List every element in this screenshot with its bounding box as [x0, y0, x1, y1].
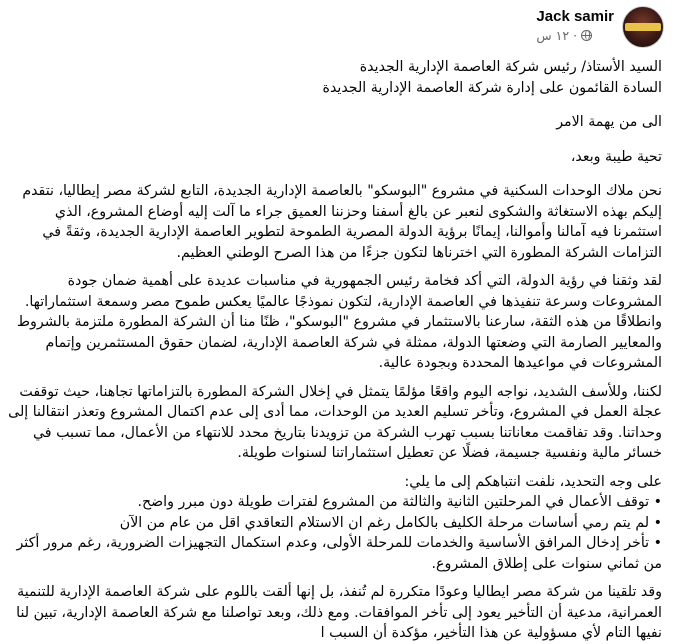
greeting-line-1: السيد الأستاذ/ رئيس شركة العاصمة الإدارية الجديدة [359, 59, 662, 75]
avatar[interactable] [622, 6, 664, 48]
post-time[interactable]: ١٢ س [536, 28, 570, 43]
post-meta [536, 6, 614, 43]
separator-dot: · [573, 28, 578, 43]
greeting-line-2: السادة القائمون على إدارة شركة العاصمة الإدارية الجديدة [322, 79, 662, 96]
issues-list [8, 492, 662, 574]
paragraph-5: وقد تلقينا من شركة مصر ايطاليا وعودًا متكررة لم تُنفذ، بل إنها ألقت باللوم على شركة العاصمة الإدارية للتنمية العمرانية، مدعية أن التأخير يعود إلى تأخر الموافقات. ومع ذلك، وبعد تواصلنا مع شركة العاصمة الإدارية، تبين لنا نفيها التام لأي مسؤولية عن هذا التأخير، مؤكدة أن السبب ا [16, 584, 662, 641]
author-name[interactable]: Jack samir [536, 8, 614, 25]
list-item: • توقف الأعمال في المرحلتين الثانية والثالثة من المشروع لفترات طويلة دون مبرر واضح. [8, 492, 662, 513]
paragraph-1: نحن ملاك الوحدات السكنية في مشروع "البوسكو" بالعاصمة الإدارية الجديدة، التابع لشركة مصر إيطاليا، نتقدم إليكم بهذه الاستغاثة والشكوى لنعبر عن بالغ أسفنا وحزننا العميق جراء ما آلت إليه أوضاع المشروع، الذي استثمرنا فيه آمالنا وأموالنا، إيمانًا برؤية الدولة المصرية الطموحة لتطوير العاصمة الإدارية الجديدة، وثقةً في التزامات الشركة المطورة التي اخترناها لتكون جزءًا من هذا الصرح الوطني العظيم. [22, 183, 662, 261]
list-item: • لم يتم رمي أساسات مرحلة الكليف بالكامل رغم ان الاستلام التعاقدي اقل من عام من الآن [8, 513, 662, 534]
paragraph-3: لكننا، وللأسف الشديد، نواجه اليوم واقعًا مؤلمًا يتمثل في إخلال الشركة المطورة بالتزاماتها تجاهنا، حيث توقفت عجلة العمل في المشروع، وتأخر تسليم العديد من الوحدات، مما أدى إلى عدم اكتمال المشروع وتعذر انتقالنا إلى وحداتنا. وقد تفاقمت معاناتنا بسبب تهرب الشركة من تزويدنا بتاريخ محدد للانتهاء من الأعمال، مما تسبب في خسائر مالية ونفسية جسيمة، فضلًا عن تعطيل استثماراتنا لسنوات طويلة. [8, 383, 662, 461]
post-body [8, 57, 662, 644]
globe-icon[interactable] [581, 30, 592, 41]
list-item: • تأخر إدخال المرافق الأساسية والخدمات للمرحلة الأولى، وعدم استكمال التجهيزات الضرورية، رغم مرور أكثر من ثماني سنوات على إطلاق المشروع. [8, 533, 662, 574]
post-subtitle [536, 28, 614, 43]
to-whom-line: الى من يهمة الامر [556, 114, 662, 130]
paragraph-4-intro: على وجه التحديد، نلفت انتباهكم إلى ما يلي: [404, 473, 662, 490]
post-header [536, 6, 664, 48]
paragraph-2: لقد وثقنا في رؤية الدولة، التي أكد فخامة رئيس الجمهورية في مناسبات عديدة على أهمية ضمان جودة المشروعات وسرعة تنفيذها في العاصمة الإدارية، لتكون نموذجًا عالميًا يعكس طموح مصر وسمعة استثماراتها. وانطلاقًا من هذه الثقة، سارعنا بالاستثمار في مشروع "البوسكو"، ظنًا منا أن الشركة المطورة ملتزمة بالشروط والمعايير الصارمة التي وضعتها الدولة، ممثلة في شركة العاصمة الإدارية، لضمان حقوق المستثمرين وإتمام المشروعات في مواعيدها المحددة وبجودة عالية. [16, 273, 662, 371]
salutation-line: تحية طيبة وبعد، [570, 148, 662, 165]
avatar-logo [625, 23, 661, 31]
